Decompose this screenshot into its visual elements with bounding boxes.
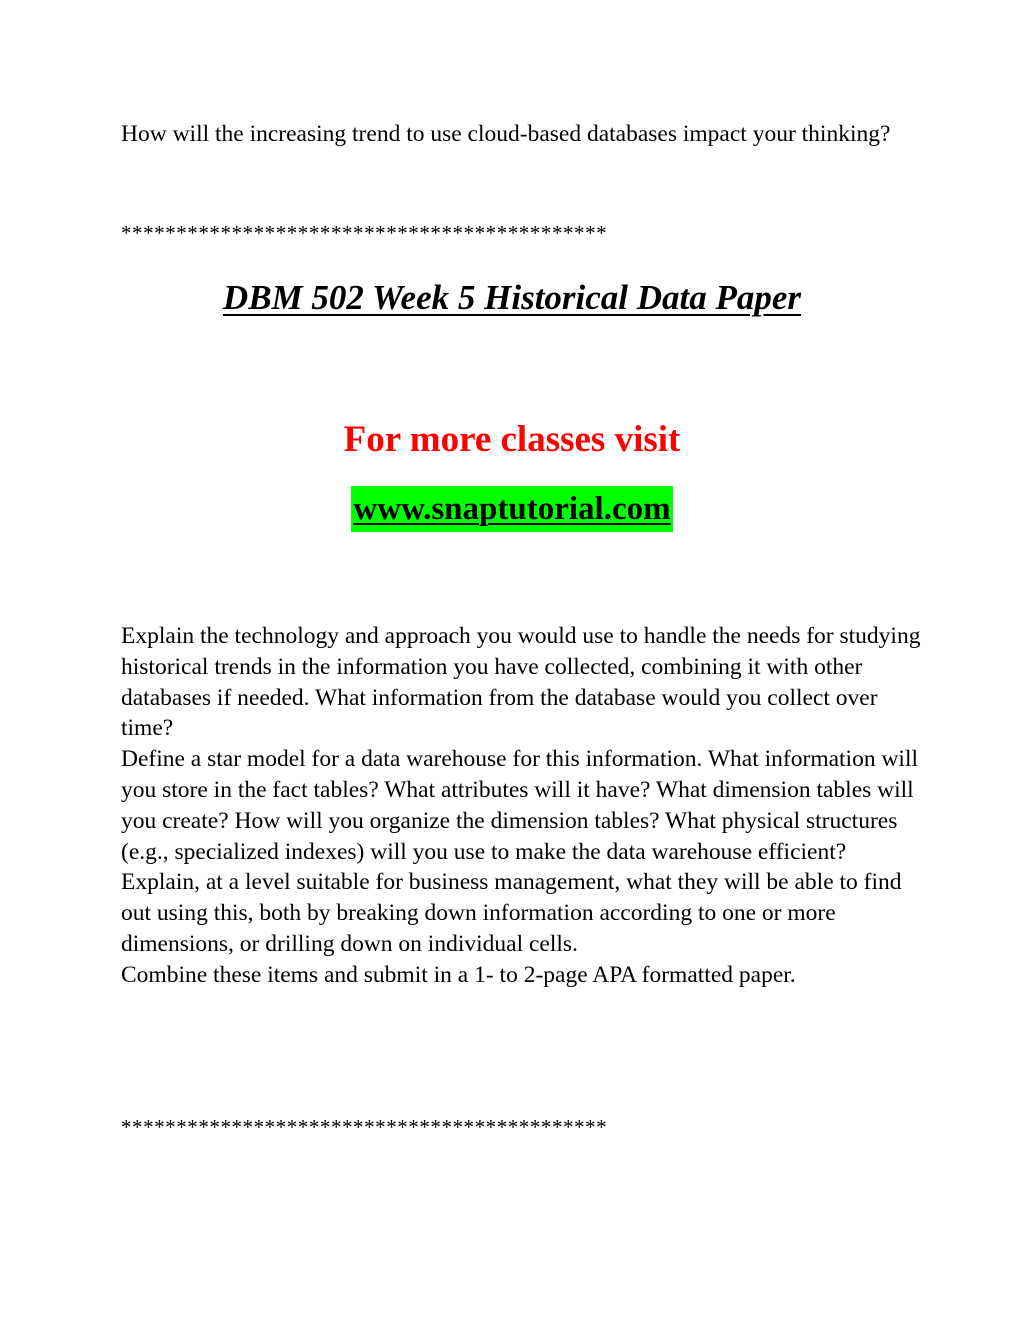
promo-link-container	[0, 486, 1024, 532]
page-title: DBM 502 Week 5 Historical Data Paper	[222, 278, 802, 317]
paragraph-submit: Combine these items and submit in a 1- to 2-page APA formatted paper.	[121, 961, 796, 988]
paragraph-technology: Explain the technology and approach you would use to handle the needs for studying historical trends in the information you have collected, combining it with other databases if needed. What information from the database would you collect over time?	[121, 623, 921, 742]
separator-bottom: ********************************************	[121, 1115, 608, 1139]
separator-top: ********************************************	[121, 221, 608, 245]
promo-text: For more classes visit	[343, 419, 681, 460]
assignment-body	[121, 621, 921, 991]
paragraph-business: Explain, at a level suitable for business management, what they will be able to find out using this, both by breaking down information according to one or more dimensions, or drilling down on individual cells.	[121, 869, 902, 957]
paragraph-star-model: Define a star model for a data warehouse for this information. What information will you store in the fact tables? What attributes will it have? What dimension tables will you create? How will you organize the dimension tables? What physical structures (e.g., specialized indexes) will you use to make the data warehouse efficient?	[121, 746, 919, 865]
promo-link[interactable]: www.snaptutorial.com	[351, 486, 672, 532]
intro-question: How will the increasing trend to use cloud-based databases impact your thinking?	[121, 121, 891, 147]
